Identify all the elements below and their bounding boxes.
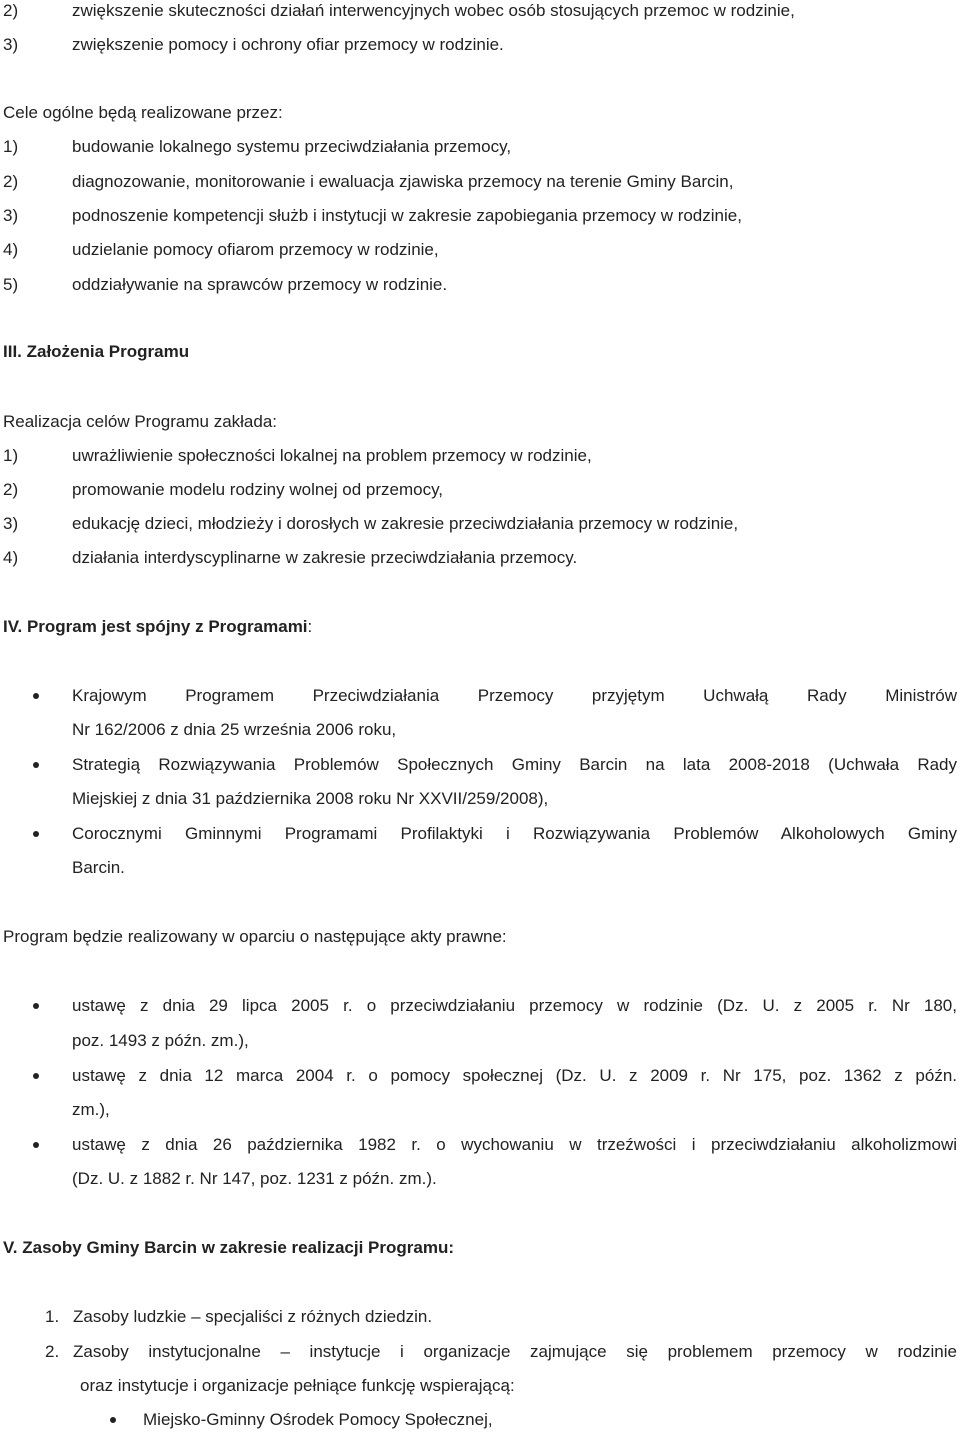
list-item — [0, 544, 960, 572]
bullet-item — [0, 751, 960, 779]
bullet-item — [0, 682, 960, 710]
list-item — [0, 442, 960, 470]
list-number: 4) — [3, 548, 19, 567]
goal-item — [0, 168, 960, 196]
list-number: 2) — [3, 1, 19, 20]
list-text: zwiększenie pomocy i ochrony ofiar przemocy w rodzinie. — [72, 35, 504, 54]
bullet-icon — [110, 1417, 116, 1423]
bullet-item-continuation: Barcin. — [72, 858, 125, 877]
bullet-text: Krajowym Programem Przeciwdziałania Przemocy przyjętym Uchwałą Rady Ministrów — [72, 686, 957, 705]
goal-item — [0, 271, 960, 299]
bullet-icon — [33, 693, 39, 699]
bullet-item-continuation: zm.), — [72, 1100, 110, 1119]
list-number: 1) — [3, 446, 19, 465]
list-text: oddziaływanie na sprawców przemocy w rodzinie. — [72, 275, 448, 294]
bullet-item — [0, 820, 960, 848]
bullet-item — [0, 1062, 960, 1090]
list-number: 3) — [3, 206, 19, 225]
sub-bullet-item — [0, 1406, 960, 1434]
list-text: podnoszenie kompetencji służb i instytucji w zakresie zapobiegania przemocy w rodzinie, — [72, 206, 742, 225]
list-item — [0, 0, 960, 25]
bullet-icon — [33, 831, 39, 837]
list-text: udzielanie pomocy ofiarom przemocy w rodzinie, — [72, 240, 439, 259]
bullet-icon — [33, 1073, 39, 1079]
bullet-icon — [33, 1142, 39, 1148]
bullet-icon — [33, 762, 39, 768]
list-number: 3) — [3, 35, 19, 54]
bullet-text: Corocznymi Gminnymi Programami Profilaktyki i Rozwiązywania Problemów Alkoholowych Gminy — [72, 824, 957, 843]
section-heading-iv: IV. Program jest spójny z Programami: — [3, 617, 313, 636]
list-number: 2) — [3, 172, 19, 191]
goal-item — [0, 133, 960, 161]
list-number: 2) — [3, 480, 19, 499]
list-text: diagnozowanie, monitorowanie i ewaluacja zjawiska przemocy na terenie Gminy Barcin, — [72, 172, 734, 191]
list-item — [0, 31, 960, 59]
bullet-item-continuation: (Dz. U. z 1882 r. Nr 147, poz. 1231 z późn. zm.). — [72, 1169, 437, 1188]
list-number: 5) — [3, 275, 19, 294]
list-number: 1) — [3, 137, 19, 156]
bullet-text: Strategią Rozwiązywania Problemów Społecznych Gminy Barcin na lata 2008-2018 (Uchwała Rady — [72, 755, 957, 774]
list-item — [0, 510, 960, 538]
bullet-text: ustawę z dnia 26 października 1982 r. o wychowaniu w trzeźwości i przeciwdziałaniu alkoholizmowi — [72, 1135, 957, 1154]
list-number: 1. — [45, 1307, 60, 1326]
goals-intro: Cele ogólne będą realizowane przez: — [3, 103, 283, 122]
list-text: zwiększenie skuteczności działań interwencyjnych wobec osób stosujących przemoc w rodzinie, — [72, 1, 795, 20]
list-number: 3) — [3, 514, 19, 533]
bullet-item-continuation: Nr 162/2006 z dnia 25 września 2006 roku, — [72, 720, 397, 739]
list-text: edukację dzieci, młodzieży i dorosłych w zakresie przeciwdziałania przemocy w rodzinie, — [72, 514, 739, 533]
numbered-item — [0, 1338, 960, 1366]
goal-item — [0, 202, 960, 230]
goal-item — [0, 236, 960, 264]
bullet-text: Miejsko-Gminny Ośrodek Pomocy Społecznej, — [143, 1410, 493, 1429]
bullet-text: ustawę z dnia 29 lipca 2005 r. o przeciwdziałaniu przemocy w rodzinie (Dz. U. z 2005 r. Nr 180, — [72, 996, 957, 1015]
bullet-text: ustawę z dnia 12 marca 2004 r. o pomocy społecznej (Dz. U. z 2009 r. Nr 175, poz. 1362 z późn. — [72, 1066, 957, 1085]
bullet-item-continuation: poz. 1493 z późn. zm.), — [72, 1031, 249, 1050]
section-heading-iii: III. Założenia Programu — [3, 342, 190, 361]
list-text: promowanie modelu rodziny wolnej od przemocy, — [72, 480, 444, 499]
list-number: 2. — [45, 1342, 60, 1361]
numbered-item-continuation: oraz instytucje i organizacje pełniące funkcję wspierającą: — [80, 1376, 515, 1395]
numbered-item — [0, 1303, 960, 1331]
bullet-icon — [33, 1003, 39, 1009]
list-text: Zasoby instytucjonalne – instytucje i organizacje zajmujące się problemem przemocy w rodzinie — [73, 1342, 957, 1361]
bullet-item-continuation: Miejskiej z dnia 31 października 2008 roku Nr XXVII/259/2008), — [72, 789, 549, 808]
bullet-item — [0, 992, 960, 1020]
list-text: Zasoby ludzkie – specjaliści z różnych dziedzin. — [73, 1307, 433, 1326]
list-text: działania interdyscyplinarne w zakresie przeciwdziałania przemocy. — [72, 548, 578, 567]
bullet-item — [0, 1131, 960, 1159]
list-item — [0, 476, 960, 504]
list-text: budowanie lokalnego systemu przeciwdziałania przemocy, — [72, 137, 512, 156]
section-heading-v: V. Zasoby Gminy Barcin w zakresie realizacji Programu: — [3, 1238, 455, 1257]
list-text: uwrażliwienie społeczności lokalnej na problem przemocy w rodzinie, — [72, 446, 592, 465]
section-intro: Realizacja celów Programu zakłada: — [3, 412, 278, 431]
legal-intro: Program będzie realizowany w oparciu o następujące akty prawne: — [3, 927, 507, 946]
list-number: 4) — [3, 240, 19, 259]
